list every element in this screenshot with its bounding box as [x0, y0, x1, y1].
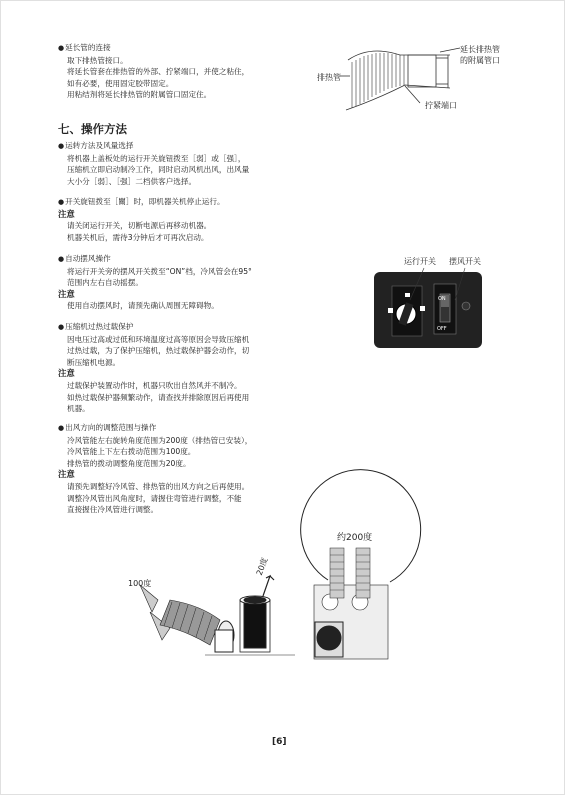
- overload-title: ● 压缩机过热过载保护: [58, 321, 249, 334]
- swing-title: ● 自动摆风操作: [58, 253, 252, 266]
- panel-on-label: ON: [438, 296, 446, 302]
- off-title: ● 开关旋钮拨至［關］时，即机器关机停止运行。: [58, 196, 225, 209]
- control-panel: [374, 268, 482, 348]
- note3-line-1: 过载保护装置动作时，机器只吹出自然风并不制冷。: [67, 380, 242, 390]
- swing-line-2: 范围内左右自动摇摆。: [67, 278, 143, 288]
- label-20deg: 20度: [254, 556, 270, 577]
- overload-line-3: 断压缩机电源。: [67, 357, 121, 367]
- page-number: [6]: [272, 737, 287, 747]
- label-port: 拧紧端口: [425, 101, 457, 110]
- label-ext-1: 延长排热管: [460, 45, 500, 54]
- note4-line-1: 请预先调整好冷风管、排热管的出风方向之后再使用。: [67, 481, 250, 491]
- note1-line-2: 机器关机后，需待3分钟后才可再次启动。: [67, 232, 209, 242]
- label-100deg: 100度: [128, 579, 152, 588]
- rotation-illustration: [301, 470, 421, 659]
- range-line-3: 排热管的拨动调整角度范围为20度。: [67, 458, 191, 468]
- note1-line-1: 请关闭运行开关，切断电源后再移动机器。: [67, 221, 212, 231]
- note2-line-1: 使用自动摆风时，请预先确认周围无障碍物。: [67, 301, 219, 311]
- note1-title: 注意: [58, 208, 75, 219]
- extension-line-4: 用粘结剂将延长排热管的附属管口固定住。: [67, 90, 212, 100]
- note4-title: 注意: [58, 469, 75, 480]
- extension-title: ● 延长管的连接: [58, 42, 249, 55]
- fan-title: ● 运转方法及风量选择: [58, 140, 249, 153]
- fan-line-2: 压缩机立即启动制冷工作，同时启动风机出风，出风量: [67, 165, 250, 175]
- swing-line-1: 将运行开关旁的摆风开关拨至“ON”档，冷风管会在95°: [67, 266, 252, 276]
- fan-line-3: 大小分［弱］、［强］二档供客户选择。: [67, 176, 197, 186]
- overload-line-2: 过热过载，为了保护压缩机，热过载保护器会动作，切: [67, 346, 250, 356]
- range-line-1: 冷风管能左右旋转角度范围为200度（排热管已安装），: [67, 435, 253, 445]
- range-line-2: 冷风管能上下左右拨动范围为100度。: [67, 447, 196, 457]
- note2-title: 注意: [58, 288, 75, 299]
- note3-line-2: 如热过载保护器频繁动作，请查找并排除原因后再使用: [67, 392, 250, 402]
- section-title: 七、操作方法: [58, 122, 127, 136]
- note4-line-3: 直接握住冷风管进行调整。: [67, 505, 159, 515]
- extension-line-3: 如有必要，使用固定胶带固定。: [67, 78, 174, 88]
- overload-line-1: 因电压过高或过低和环境温度过高等原因会导致压缩机: [67, 334, 250, 344]
- note4-line-2: 调整冷风管出风角度时，请握住弯管进行调整，不能: [67, 493, 242, 503]
- label-run-switch: 运行开关: [404, 257, 436, 266]
- label-ext-2: 的附属管口: [460, 56, 500, 65]
- fan-line-1: 将机器上盖板处的运行开关旋钮拨至［弱］或［强］，: [67, 153, 246, 163]
- swing-illustration: [140, 576, 295, 655]
- panel-off-label: OFF: [437, 326, 447, 332]
- label-200deg: 约200度: [337, 533, 373, 543]
- note3-title: 注意: [58, 368, 75, 379]
- label-swing-switch: 摆风开关: [449, 257, 481, 266]
- extension-line-2: 将延长管套在排热管的外部、拧紧端口，并使之粘住，: [67, 67, 250, 77]
- note3-line-3: 机器。: [67, 404, 90, 414]
- label-pipe: 排热管: [317, 73, 341, 82]
- extension-line-1: 取下排热管接口。: [67, 55, 128, 65]
- range-title: ● 出风方向的调整范围与操作: [58, 422, 252, 435]
